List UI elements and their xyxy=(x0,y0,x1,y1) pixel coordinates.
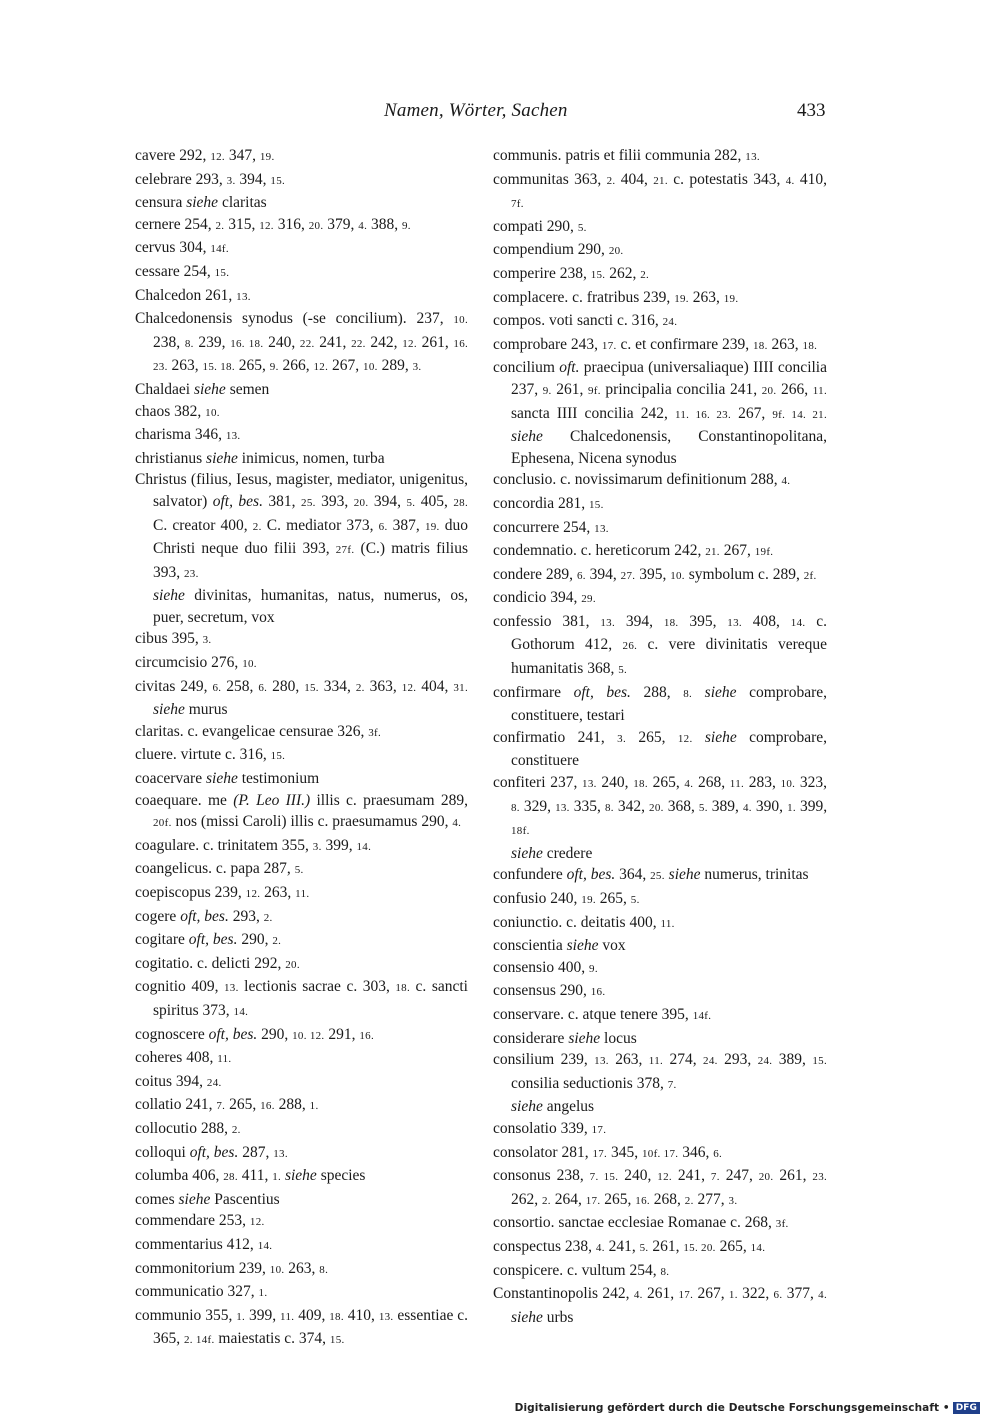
index-entry: cogere oft, bes. 293, 2. xyxy=(135,907,273,925)
index-entry: coniunctio. c. deitatis 400, 11. xyxy=(493,913,675,931)
index-column-left xyxy=(135,145,468,1352)
page-header xyxy=(0,100,1000,130)
index-entry: coepiscopus 239, 12. 263, 11. xyxy=(135,884,310,901)
index-entry: collocutio 288, 2. xyxy=(135,1119,241,1137)
index-entry: cogitatio. c. delicti 292, 20. xyxy=(135,954,300,972)
credit-text: Digitalisierung gefördert durch die Deutsche Forschungsgemeinschaft • xyxy=(514,1402,950,1414)
index-entry: colloqui oft, bes. 287, 13. xyxy=(135,1143,288,1161)
index-entry: compos. voti sancti c. 316, 24. xyxy=(493,312,678,330)
index-entry: consortio. sanctae ecclesiae Romanae c. 268, 3f. xyxy=(493,1214,789,1232)
index-entry: commonitorium 239, 10. 263, 8. xyxy=(135,1259,329,1277)
index-entry: Chalcedonensis synodus (-se concilium). 237, 10. 238, 8. 239, 16. 18. 240, 22. 241, 22. 242, 12. 261, 16. 23. 263, 15. 18. 265, 9. 266, 12. 267, 10. 289, 3. xyxy=(135,310,469,375)
index-entry: cognitio 409, 13. lectionis sacrae c. 303, 18. c. sancti spiritus 373, 14. xyxy=(135,978,468,1019)
index-entry: cogitare oft, bes. 290, 2. xyxy=(135,931,282,949)
index-entry: censura siehe claritas xyxy=(135,194,267,212)
page-number: 433 xyxy=(797,100,826,121)
index-entry: comperire 238, 15. 262, 2. xyxy=(493,264,650,282)
index-entry: confirmare oft, bes. 288, 8. siehe comprobare, constituere, testari xyxy=(493,683,827,725)
index-entry: cervus 304, 14f. xyxy=(135,239,229,257)
index-entry: communis. patris et filii communia 282, 13. xyxy=(493,147,760,164)
index-entry: conservare. c. atque tenere 395, 14f. xyxy=(493,1005,712,1023)
index-entry: comprobare 243, 17. c. et confirmare 239, 18. 263, 18. xyxy=(493,335,818,353)
index-entry: conspicere. c. vultum 254, 8. xyxy=(493,1261,670,1279)
index-entry: columba 406, 28. 411, 1. siehe species xyxy=(135,1167,366,1185)
index-entry: concordia 281, 15. xyxy=(493,494,604,512)
index-entry: confessio 381, 13. 394, 18. 395, 13. 408, 14. c. Gothorum 412, 26. c. vere divinitatis vereque humanitatis 368, 5. xyxy=(493,612,828,678)
index-entry: cavere 292, 12. 347, 19. xyxy=(135,147,275,164)
index-entry: communicatio 327, 1. xyxy=(135,1283,268,1301)
index-entry: confirmatio 241, 3. 265, 12. siehe comprobare, constituere xyxy=(493,728,827,770)
index-entry: Constantinopolis 242, 4. 261, 17. 267, 1. 322, 6. 377, 4. siehe urbs xyxy=(493,1285,827,1326)
index-entry: coacervare siehe testimonium xyxy=(135,770,320,788)
index-entry: considerare siehe locus xyxy=(493,1029,637,1047)
index-entry: confiteri 237, 13. 240, 18. 265, 4. 268, 11. 283, 10. 323, 8. 329, 13. 335, 8. 342, 20. 368, 5. 389, 4. 390, 1. 399, 18f. siehe credere xyxy=(493,774,828,862)
index-entry: condemnatio. c. hereticorum 242, 21. 267, 19f. xyxy=(493,542,774,560)
index-entry: coheres 408, 11. xyxy=(135,1049,232,1067)
index-entry: condere 289, 6. 394, 27. 395, 10. symbolum c. 289, 2f. xyxy=(493,565,817,583)
index-entry: consensus 290, 16. xyxy=(493,982,606,1000)
index-entry: christianus siehe inimicus, nomen, turba xyxy=(135,449,385,467)
index-entry: consonus 238, 7. 15. 240, 12. 241, 7. 247, 20. 261, 23. 262, 2. 264, 17. 265, 16. 268, 2. 277, 3. xyxy=(493,1167,828,1208)
index-entry: charisma 346, 13. xyxy=(135,426,241,444)
index-entry: conscientia siehe vox xyxy=(493,937,626,955)
index-entry: chaos 382, 10. xyxy=(135,402,220,420)
index-entry: confusio 240, 19. 265, 5. xyxy=(493,890,640,907)
index-entry: conspectus 238, 4. 241, 5. 261, 15. 20. 265, 14. xyxy=(493,1237,766,1255)
index-entry: commendare 253, 12. xyxy=(135,1212,265,1230)
index-entry: Christus (filius, Iesus, magister, mediator, unigenitus, salvator) oft, bes. 381, 25. 393, 20. 394, 5. 405, 28. C. creator 400, 2. C. mediator 373, 6. 387, 19. duo Christi neque duo filii 393, 27f. (C.) matris filius 393, 23. siehe divinitas, humanitas, natus, numerus, os, puer, secretum, vox xyxy=(135,471,469,626)
index-entry: circumcisio 276, 10. xyxy=(135,654,257,672)
index-entry: consolatio 339, 17. xyxy=(493,1119,607,1137)
index-entry: compati 290, 5. xyxy=(493,217,587,235)
index-entry: cluere. virtute c. 316, 15. xyxy=(135,746,286,764)
index-entry: concilium oft. praecipua (universaliaque) IIII concilia 237, 9. 261, 9f. principalia concilia 241, 20. 266, 11. sancta IIII concilia 242, 11. 16. 23. 267, 9f. 14. 21. siehe Chalcedonensis, Constantinopolitana, Ephesena, Nicena synodus xyxy=(493,359,828,467)
index-entry: cognoscere oft, bes. 290, 10. 12. 291, 16. xyxy=(135,1025,375,1043)
index-entry: collatio 241, 7. 265, 16. 288, 1. xyxy=(135,1096,319,1114)
index-entry: consilium 239, 13. 263, 11. 274, 24. 293, 24. 389, 15. consilia seductionis 378, 7. siehe angelus xyxy=(493,1051,828,1116)
index-entry: condicio 394, 29. xyxy=(493,589,596,607)
running-title: Namen, Wörter, Sachen xyxy=(384,100,568,121)
index-entry: consensio 400, 9. xyxy=(493,958,598,976)
index-entry: compendium 290, 20. xyxy=(493,241,624,259)
index-entry: celebrare 293, 3. 394, 15. xyxy=(135,170,286,188)
index-entry: communitas 363, 2. 404, 21. c. potestatis 343, 4. 410, 7f. xyxy=(493,170,828,211)
index-entry: Chalcedon 261, 13. xyxy=(135,286,251,304)
index-entry: cibus 395, 3. xyxy=(135,630,212,648)
dfg-logo: DFG xyxy=(953,1402,980,1414)
index-entry: claritas. c. evangelicae censurae 326, 3f. xyxy=(135,722,382,740)
index-entry: cessare 254, 15. xyxy=(135,262,230,280)
index-entry: cernere 254, 2. 315, 12. 316, 20. 379, 4. 388, 9. xyxy=(135,215,411,233)
index-entry: concurrere 254, 13. xyxy=(493,518,609,536)
index-entry: commentarius 412, 14. xyxy=(135,1235,273,1253)
index-entry: comes siehe Pascentius xyxy=(135,1190,280,1208)
index-entry: confundere oft, bes. 364, 25. siehe numerus, trinitas xyxy=(493,866,809,884)
index-entry: coagulare. c. trinitatem 355, 3. 399, 14. xyxy=(135,836,372,854)
index-entry: coaequare. me (P. Leo III.) illis c. praesumam 289, 20f. nos (missi Caroli) illis c. praesumamus 290, 4. xyxy=(135,791,468,831)
digitization-credit xyxy=(515,1402,980,1414)
index-entry: coitus 394, 24. xyxy=(135,1072,222,1090)
index-column-right xyxy=(493,145,827,1328)
index-entry: consolator 281, 17. 345, 10f. 17. 346, 6. xyxy=(493,1143,723,1161)
index-entry: communio 355, 1. 399, 11. 409, 18. 410, 13. essentiae c. 365, 2. 14f. maiestatis c. 374, 15. xyxy=(135,1306,468,1348)
index-entry: conclusio. c. novissimarum definitionum 288, 4. xyxy=(493,471,791,489)
index-entry: Chaldaei siehe semen xyxy=(135,380,270,398)
index-entry: civitas 249, 6. 258, 6. 280, 15. 334, 2. 363, 12. 404, 31. siehe murus xyxy=(135,677,469,719)
index-entry: coangelicus. c. papa 287, 5. xyxy=(135,860,304,878)
index-entry: complacere. c. fratribus 239, 19. 263, 19. xyxy=(493,288,739,306)
